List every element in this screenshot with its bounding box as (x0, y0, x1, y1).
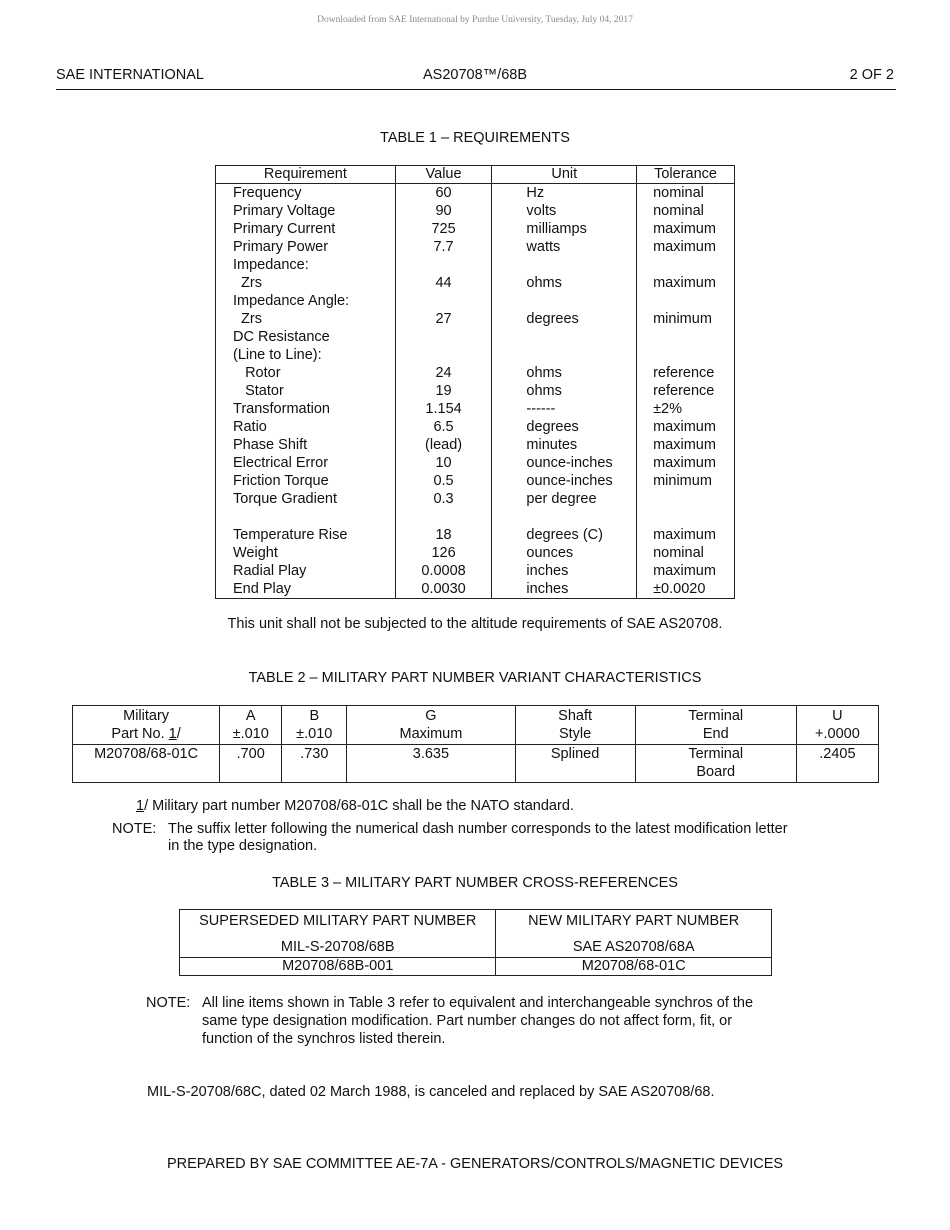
terminal-line2: Board (696, 764, 736, 780)
table2-header-row (73, 706, 879, 745)
table2-header-u (796, 706, 878, 745)
cell-val: 0.5 (395, 472, 492, 490)
cell-unit: ounces (492, 544, 637, 562)
table2-title: TABLE 2 – MILITARY PART NUMBER VARIANT CHARACTERISTICS (248, 670, 702, 686)
header-doc-number: AS20708™/68B (423, 67, 527, 83)
cell-tol: maximum (637, 526, 735, 544)
table1-header-unit: Unit (492, 166, 637, 184)
cell-unit: ounce-inches (492, 454, 637, 472)
footnote-ref: 1 (168, 726, 177, 742)
cell-req: Transformation (216, 400, 396, 418)
cell-req: End Play (216, 580, 396, 599)
note-line2: in the type designation. (168, 838, 318, 854)
cell-tol: reference (637, 382, 735, 400)
terminal-line1: Terminal (688, 746, 744, 762)
table-row (73, 745, 879, 783)
header-line1: Military (123, 708, 170, 724)
cell-req: Zrs (216, 274, 396, 292)
cell-req: Primary Current (216, 220, 396, 238)
cell-tol (637, 292, 735, 310)
note-line1: The suffix letter following the numerical dash number corresponds to the latest modification letter (168, 821, 788, 837)
cell-req: Torque Gradient (216, 490, 396, 508)
cell-u: .2405 (796, 745, 878, 783)
header-line1: A (245, 708, 256, 724)
header-line2: ±.010 (232, 726, 269, 742)
table2-header-shaft (515, 706, 635, 745)
table-row (216, 292, 735, 310)
cell-req: DC Resistance (216, 328, 396, 346)
cell-req: Primary Voltage (216, 202, 396, 220)
table-row (216, 220, 735, 238)
cell-tol: reference (637, 364, 735, 382)
table3-header-row (180, 910, 772, 958)
note-line2: same type designation modification. Part number changes do not affect form, fit, or (202, 1013, 733, 1029)
table3-title: TABLE 3 – MILITARY PART NUMBER CROSS-REFERENCES (272, 875, 678, 891)
cell-unit (492, 508, 637, 526)
header-line2: MIL-S-20708/68B (280, 939, 395, 955)
cell-req: Impedance Angle: (216, 292, 396, 310)
table2-header-a (220, 706, 282, 745)
header-page-number: 2 OF 2 (849, 67, 894, 83)
table-row (216, 580, 735, 599)
cell-val: 24 (395, 364, 492, 382)
cell-a: .700 (220, 745, 282, 783)
cell-part-number: M20708/68-01C (73, 745, 220, 783)
header-line1: NEW MILITARY PART NUMBER (528, 913, 740, 929)
cell-val: 0.0008 (395, 562, 492, 580)
table2-header-terminal (635, 706, 796, 745)
cell-unit: Hz (492, 184, 637, 203)
table1-header-requirement: Requirement (216, 166, 396, 184)
cell-b: .730 (282, 745, 347, 783)
variant-characteristics-table (72, 705, 879, 783)
cell-unit: ohms (492, 382, 637, 400)
cell-tol: maximum (637, 220, 735, 238)
table-row (216, 418, 735, 436)
header-org: SAE INTERNATIONAL (56, 67, 204, 83)
table2-footnote (136, 798, 574, 814)
cell-unit: ounce-inches (492, 472, 637, 490)
cell-req: Weight (216, 544, 396, 562)
cell-req: Zrs (216, 310, 396, 328)
cancellation-notice: MIL-S-20708/68C, dated 02 March 1988, is canceled and replaced by SAE AS20708/68. (147, 1084, 715, 1100)
cell-unit: ------ (492, 400, 637, 418)
header-line2: +.0000 (815, 726, 860, 742)
header-line2: SAE AS20708/68A (572, 939, 695, 955)
cell-req: Frequency (216, 184, 396, 203)
header-line2: Maximum (399, 726, 463, 742)
table1-footnote: This unit shall not be subjected to the altitude requirements of SAE AS20708. (227, 616, 723, 632)
cell-val: 6.5 (395, 418, 492, 436)
cell-tol: nominal (637, 202, 735, 220)
cell-tol: ±0.0020 (637, 580, 735, 599)
header-rule (56, 89, 896, 90)
cell-tol: nominal (637, 184, 735, 203)
table-row (180, 958, 772, 976)
table1-header-row (216, 166, 735, 184)
cell-val: 18 (395, 526, 492, 544)
header-line2: End (702, 726, 729, 742)
cell-unit: minutes (492, 436, 637, 454)
table-row (216, 454, 735, 472)
table2-header-g (347, 706, 515, 745)
cell-unit: milliamps (492, 220, 637, 238)
cell-unit (492, 346, 637, 364)
cell-tol (637, 490, 735, 508)
table-row (216, 238, 735, 256)
cell-unit: degrees (492, 310, 637, 328)
cell-unit (492, 328, 637, 346)
cell-val: 90 (395, 202, 492, 220)
note-line1: All line items shown in Table 3 refer to equivalent and interchangeable synchros of the (202, 995, 754, 1011)
table-row (216, 526, 735, 544)
footnote-text: / Military part number M20708/68-01C shall be the NATO standard. (144, 798, 574, 814)
header-line1: Shaft (558, 708, 593, 724)
table-row (216, 490, 735, 508)
cell-val: 725 (395, 220, 492, 238)
table2-header-part-number (73, 706, 220, 745)
table-row (216, 364, 735, 382)
cell-req: Rotor (216, 364, 396, 382)
cell-tol (637, 508, 735, 526)
table-row (216, 436, 735, 454)
table2-header-b (282, 706, 347, 745)
table3-header-superseded (180, 910, 496, 958)
cell-req: Ratio (216, 418, 396, 436)
cell-req: Stator (216, 382, 396, 400)
cell-tol: ±2% (637, 400, 735, 418)
cell-val: 1.154 (395, 400, 492, 418)
table-row (216, 562, 735, 580)
cell-tol: maximum (637, 238, 735, 256)
cell-unit (492, 292, 637, 310)
cell-unit: per degree (492, 490, 637, 508)
table-row (216, 310, 735, 328)
table-row (216, 400, 735, 418)
cell-tol: maximum (637, 436, 735, 454)
cell-unit: watts (492, 238, 637, 256)
note-label: NOTE: (112, 821, 157, 837)
table3-note (146, 994, 753, 1048)
cell-tol: maximum (637, 274, 735, 292)
cell-req: (Line to Line): (216, 346, 396, 364)
cell-unit: volts (492, 202, 637, 220)
cell-unit: inches (492, 580, 637, 599)
cell-req: Primary Power (216, 238, 396, 256)
cell-req: Electrical Error (216, 454, 396, 472)
cross-reference-table (179, 909, 772, 976)
table-row (216, 544, 735, 562)
cell-val: 0.0030 (395, 580, 492, 599)
cell-req: Temperature Rise (216, 526, 396, 544)
cell-val: 7.7 (395, 238, 492, 256)
table1-body (216, 184, 735, 599)
note-label: NOTE: (146, 995, 191, 1011)
cell-val: 0.3 (395, 490, 492, 508)
cell-val (395, 292, 492, 310)
cell-tol: maximum (637, 418, 735, 436)
table3-header-new (496, 910, 772, 958)
cell-val: 10 (395, 454, 492, 472)
requirements-table (215, 165, 735, 599)
cell-val: 126 (395, 544, 492, 562)
table1-title: TABLE 1 – REQUIREMENTS (380, 130, 570, 146)
cell-unit: inches (492, 562, 637, 580)
cell-unit: ohms (492, 274, 637, 292)
cell-req: Friction Torque (216, 472, 396, 490)
cell-tol (637, 328, 735, 346)
cell-val: 19 (395, 382, 492, 400)
cell-req: Phase Shift (216, 436, 396, 454)
table-row (216, 202, 735, 220)
header-line1: G (425, 708, 437, 724)
cell-unit: ohms (492, 364, 637, 382)
cell-val (395, 328, 492, 346)
cell-tol: minimum (637, 310, 735, 328)
cell-req: Radial Play (216, 562, 396, 580)
note-line3: function of the synchros listed therein. (202, 1031, 446, 1047)
table-row (216, 256, 735, 274)
table1-header-tolerance: Tolerance (637, 166, 735, 184)
header-line2: Style (558, 726, 592, 742)
cell-req (216, 508, 396, 526)
cell-tol: minimum (637, 472, 735, 490)
table-row (216, 184, 735, 203)
table2-note (112, 821, 788, 855)
cell-shaft-style: Splined (515, 745, 635, 783)
cell-unit: degrees (492, 418, 637, 436)
download-watermark: Downloaded from SAE International by Purdue University, Tuesday, July 04, 2017 (317, 15, 633, 25)
cell-tol: maximum (637, 454, 735, 472)
footnote-number: 1 (136, 798, 145, 814)
table-row (216, 274, 735, 292)
cell-req: Impedance: (216, 256, 396, 274)
cell-unit (492, 256, 637, 274)
header-line1: SUPERSEDED MILITARY PART NUMBER (199, 913, 477, 929)
cell-val (395, 508, 492, 526)
cell-tol (637, 256, 735, 274)
cell-terminal-end (635, 745, 796, 783)
prepared-by: PREPARED BY SAE COMMITTEE AE-7A - GENERATORS/CONTROLS/MAGNETIC DEVICES (166, 1156, 784, 1172)
table-row (216, 382, 735, 400)
cell-unit: degrees (C) (492, 526, 637, 544)
cell-tol (637, 346, 735, 364)
cell-val (395, 256, 492, 274)
cell-g: 3.635 (347, 745, 515, 783)
cell-tol: nominal (637, 544, 735, 562)
cell-superseded-part: M20708/68B-001 (180, 958, 496, 976)
header-line2: ±.010 (296, 726, 333, 742)
cell-tol: maximum (637, 562, 735, 580)
table-row (216, 472, 735, 490)
header-line2-post: / (176, 726, 181, 742)
header-line1: Terminal (688, 708, 744, 724)
cell-val: 27 (395, 310, 492, 328)
header-line1: U (832, 708, 843, 724)
cell-new-part: M20708/68-01C (496, 958, 772, 976)
cell-val: 60 (395, 184, 492, 203)
header-line2-pre: Part No. (111, 726, 169, 742)
cell-val: 44 (395, 274, 492, 292)
table-row (216, 346, 735, 364)
table1-header-value: Value (395, 166, 492, 184)
header-line1: B (309, 708, 320, 724)
cell-val (395, 346, 492, 364)
cell-val: (lead) (395, 436, 492, 454)
table-row (216, 328, 735, 346)
table-row (216, 508, 735, 526)
